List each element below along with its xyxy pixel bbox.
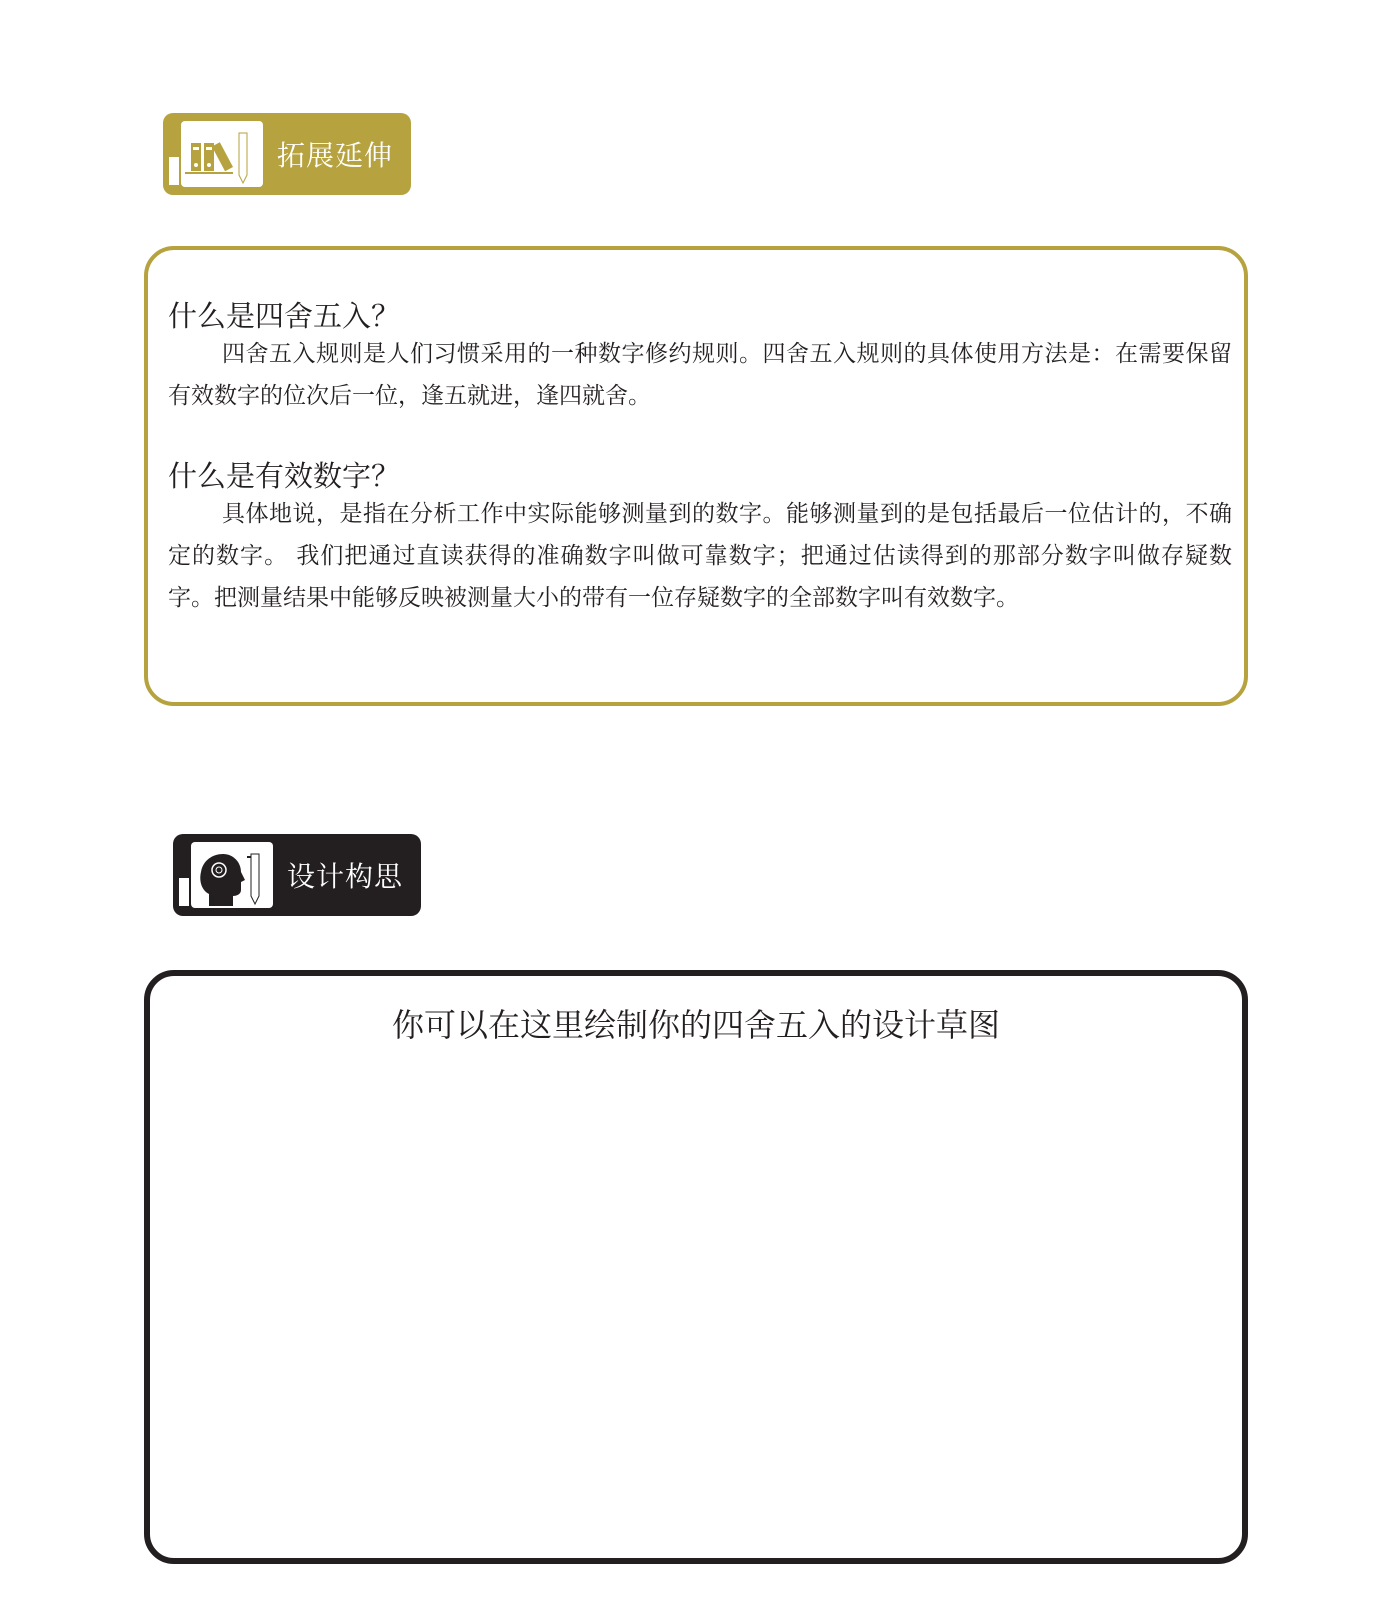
rounding-explanation: 四舍五入规则是人们习惯采用的一种数字修约规则。四舍五入规则的具体使用方法是：在需要保留有效数字的位次后一位，逢五就进，逢四就舍。 xyxy=(168,341,1232,409)
design-section-badge xyxy=(173,834,421,916)
rounding-question-title: 什么是四舍五入？ xyxy=(168,299,401,333)
extension-badge-label: 拓展延伸 xyxy=(277,139,394,172)
significant-figures-question-title: 什么是有效数字？ xyxy=(168,459,401,493)
design-badge-label: 设计构思 xyxy=(287,860,404,893)
binders-icon xyxy=(163,113,263,195)
significant-figures-explanation: 具体地说，是指在分析工作中实际能够测量到的数字。能够测量到的是包括最后一位估计的，不确定的数字。 我们把通过直读获得的准确数字叫做可靠数字；把通过估读得到的那部分数字叫做存疑数字。把测量结果中能够反映被测量大小的带有一位存疑数字的全部数字叫有效数字。 xyxy=(168,501,1232,611)
sketch-prompt: 你可以在这里绘制你的四舍五入的设计草图 xyxy=(391,1006,1000,1044)
extension-section-badge xyxy=(163,113,411,195)
design-sketch-area[interactable] xyxy=(144,970,1248,1564)
extension-panel xyxy=(144,246,1248,706)
thinking-head-icon xyxy=(173,834,273,916)
